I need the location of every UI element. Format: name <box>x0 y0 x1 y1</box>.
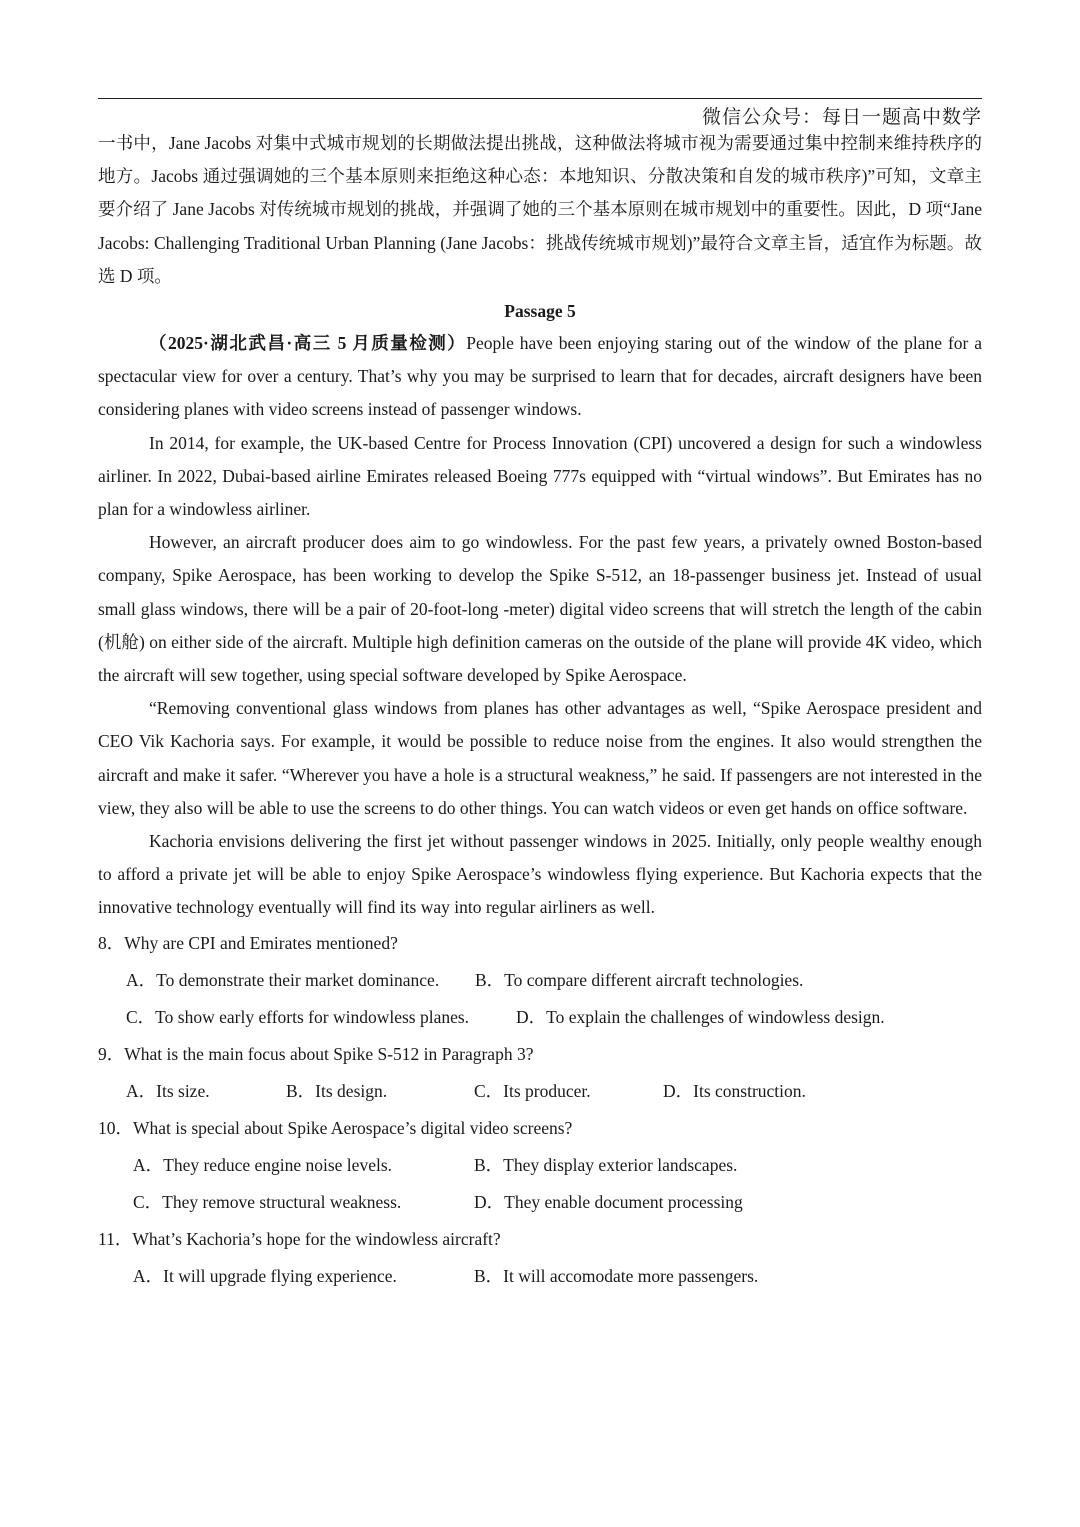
option-d: D．They enable document processing <box>474 1191 743 1212</box>
question-stem: 9．What is the main focus about Spike S-512 in Paragraph 3? <box>98 1043 534 1064</box>
passage-paragraph-3: However, an aircraft producer does aim to go windowless. For the past few years, a privately owned Boston-based company, Spike Aerospace, has been working to develop the Spike S-512, an 18-passenger business jet. Instead of usual small glass windows, there will be a pair of 20-foot-long -meter) digital video screens that will stretch the length of the cabin (机舱) on either side of the aircraft. Multiple high definition cameras on the outside of the plane will provide 4K video, which the aircraft will sew together, using special software developed by Spike Aerospace. <box>98 532 982 686</box>
option-a: A．To demonstrate their market dominance. <box>126 969 440 990</box>
header-rule <box>98 98 982 99</box>
document-body <box>98 127 982 1295</box>
option-b: B．To compare different aircraft technologies. <box>475 969 804 990</box>
options-row <box>98 1258 982 1295</box>
passage-title: Passage 5 <box>504 301 576 322</box>
option-b: B．They display exterior landscapes. <box>474 1154 738 1175</box>
option-a: A．It will upgrade flying experience. <box>133 1265 397 1286</box>
options-row <box>98 1184 982 1221</box>
passage-source: （2025·湖北武昌·高三 5 月质量检测） <box>149 333 467 354</box>
question-stem: 11．What’s Kachoria’s hope for the windowless aircraft? <box>98 1228 501 1249</box>
question-9 <box>98 1036 982 1110</box>
question-stem: 8．Why are CPI and Emirates mentioned? <box>98 932 398 953</box>
option-c: C．Its producer. <box>474 1080 591 1101</box>
option-d: D．To explain the challenges of windowless design. <box>516 1006 885 1027</box>
options-row <box>98 999 982 1036</box>
question-8 <box>98 925 982 1036</box>
options-row <box>98 1147 982 1184</box>
option-c: C．They remove structural weakness. <box>133 1191 402 1212</box>
option-c: C．To show early efforts for windowless planes. <box>126 1006 470 1027</box>
option-b: B．Its design. <box>286 1080 388 1101</box>
options-row <box>98 1073 982 1110</box>
passage-paragraph-2: In 2014, for example, the UK-based Centre for Process Innovation (CPI) uncovered a design for such a windowless airliner. In 2022, Dubai-based airline Emirates released Boeing 777s equipped with “virtual windows”. But Emirates has no plan for a windowless airliner. <box>98 432 982 520</box>
question-stem: 10．What is special about Spike Aerospace’s digital video screens? <box>98 1117 573 1138</box>
previous-answer-explanation: 一书中，Jane Jacobs 对集中式城市规划的长期做法提出挑战，这种做法将城市视为需要通过集中控制来维持秩序的地方。Jacobs 通过强调她的三个基本原则来拒绝这种心态：本地知识、分散决策和自发的城市秩序)”可知，文章主要介绍了 Jane Jacobs 对传统城市规划的挑战，并强调了她的三个基本原则在城市规划中的重要性。因此，D 项“Jane Jacobs: Challenging Traditional Urban Planning (Jane Jacobs：挑战传统城市规划)”最符合文章主旨，适宜作为标题。故选 D 项。 <box>98 133 982 286</box>
option-a: A．Its size. <box>126 1080 210 1101</box>
option-b: B．It will accomodate more passengers. <box>474 1265 759 1286</box>
paragraph-text: People have been enjoying staring out of the window of the plane for a spectacular view for over a century. That’s why you may be surprised to learn that for decades, aircraft designers have been considering planes with video screens instead of passenger windows. <box>98 333 983 420</box>
question-11 <box>98 1221 982 1295</box>
wechat-header: 微信公众号：每日一题高中数学 <box>701 106 982 128</box>
passage-paragraph-1 <box>98 327 982 427</box>
options-row <box>98 962 982 999</box>
passage-paragraph-4: “Removing conventional glass windows from planes has other advantages as well, “Spike Aerospace president and CEO Vik Kachoria says. For example, it would be possible to reduce noise from the engines. It also would strengthen the aircraft and make it safer. “Wherever you have a hole is a structural weakness,” he said. If passengers are not interested in the view, they also will be able to use the screens to do other things. You can watch videos or even get hands on office software. <box>98 698 982 818</box>
passage-paragraph-5: Kachoria envisions delivering the first jet without passenger windows in 2025. Initially, only people wealthy enough to afford a private jet will be able to enjoy Spike Aerospace’s windowless flying experience. But Kachoria expects that the innovative technology eventually will find its way into regular airliners as well. <box>98 831 982 918</box>
option-d: D．Its construction. <box>663 1080 806 1101</box>
option-a: A．They reduce engine noise levels. <box>133 1154 393 1175</box>
question-10 <box>98 1110 982 1221</box>
